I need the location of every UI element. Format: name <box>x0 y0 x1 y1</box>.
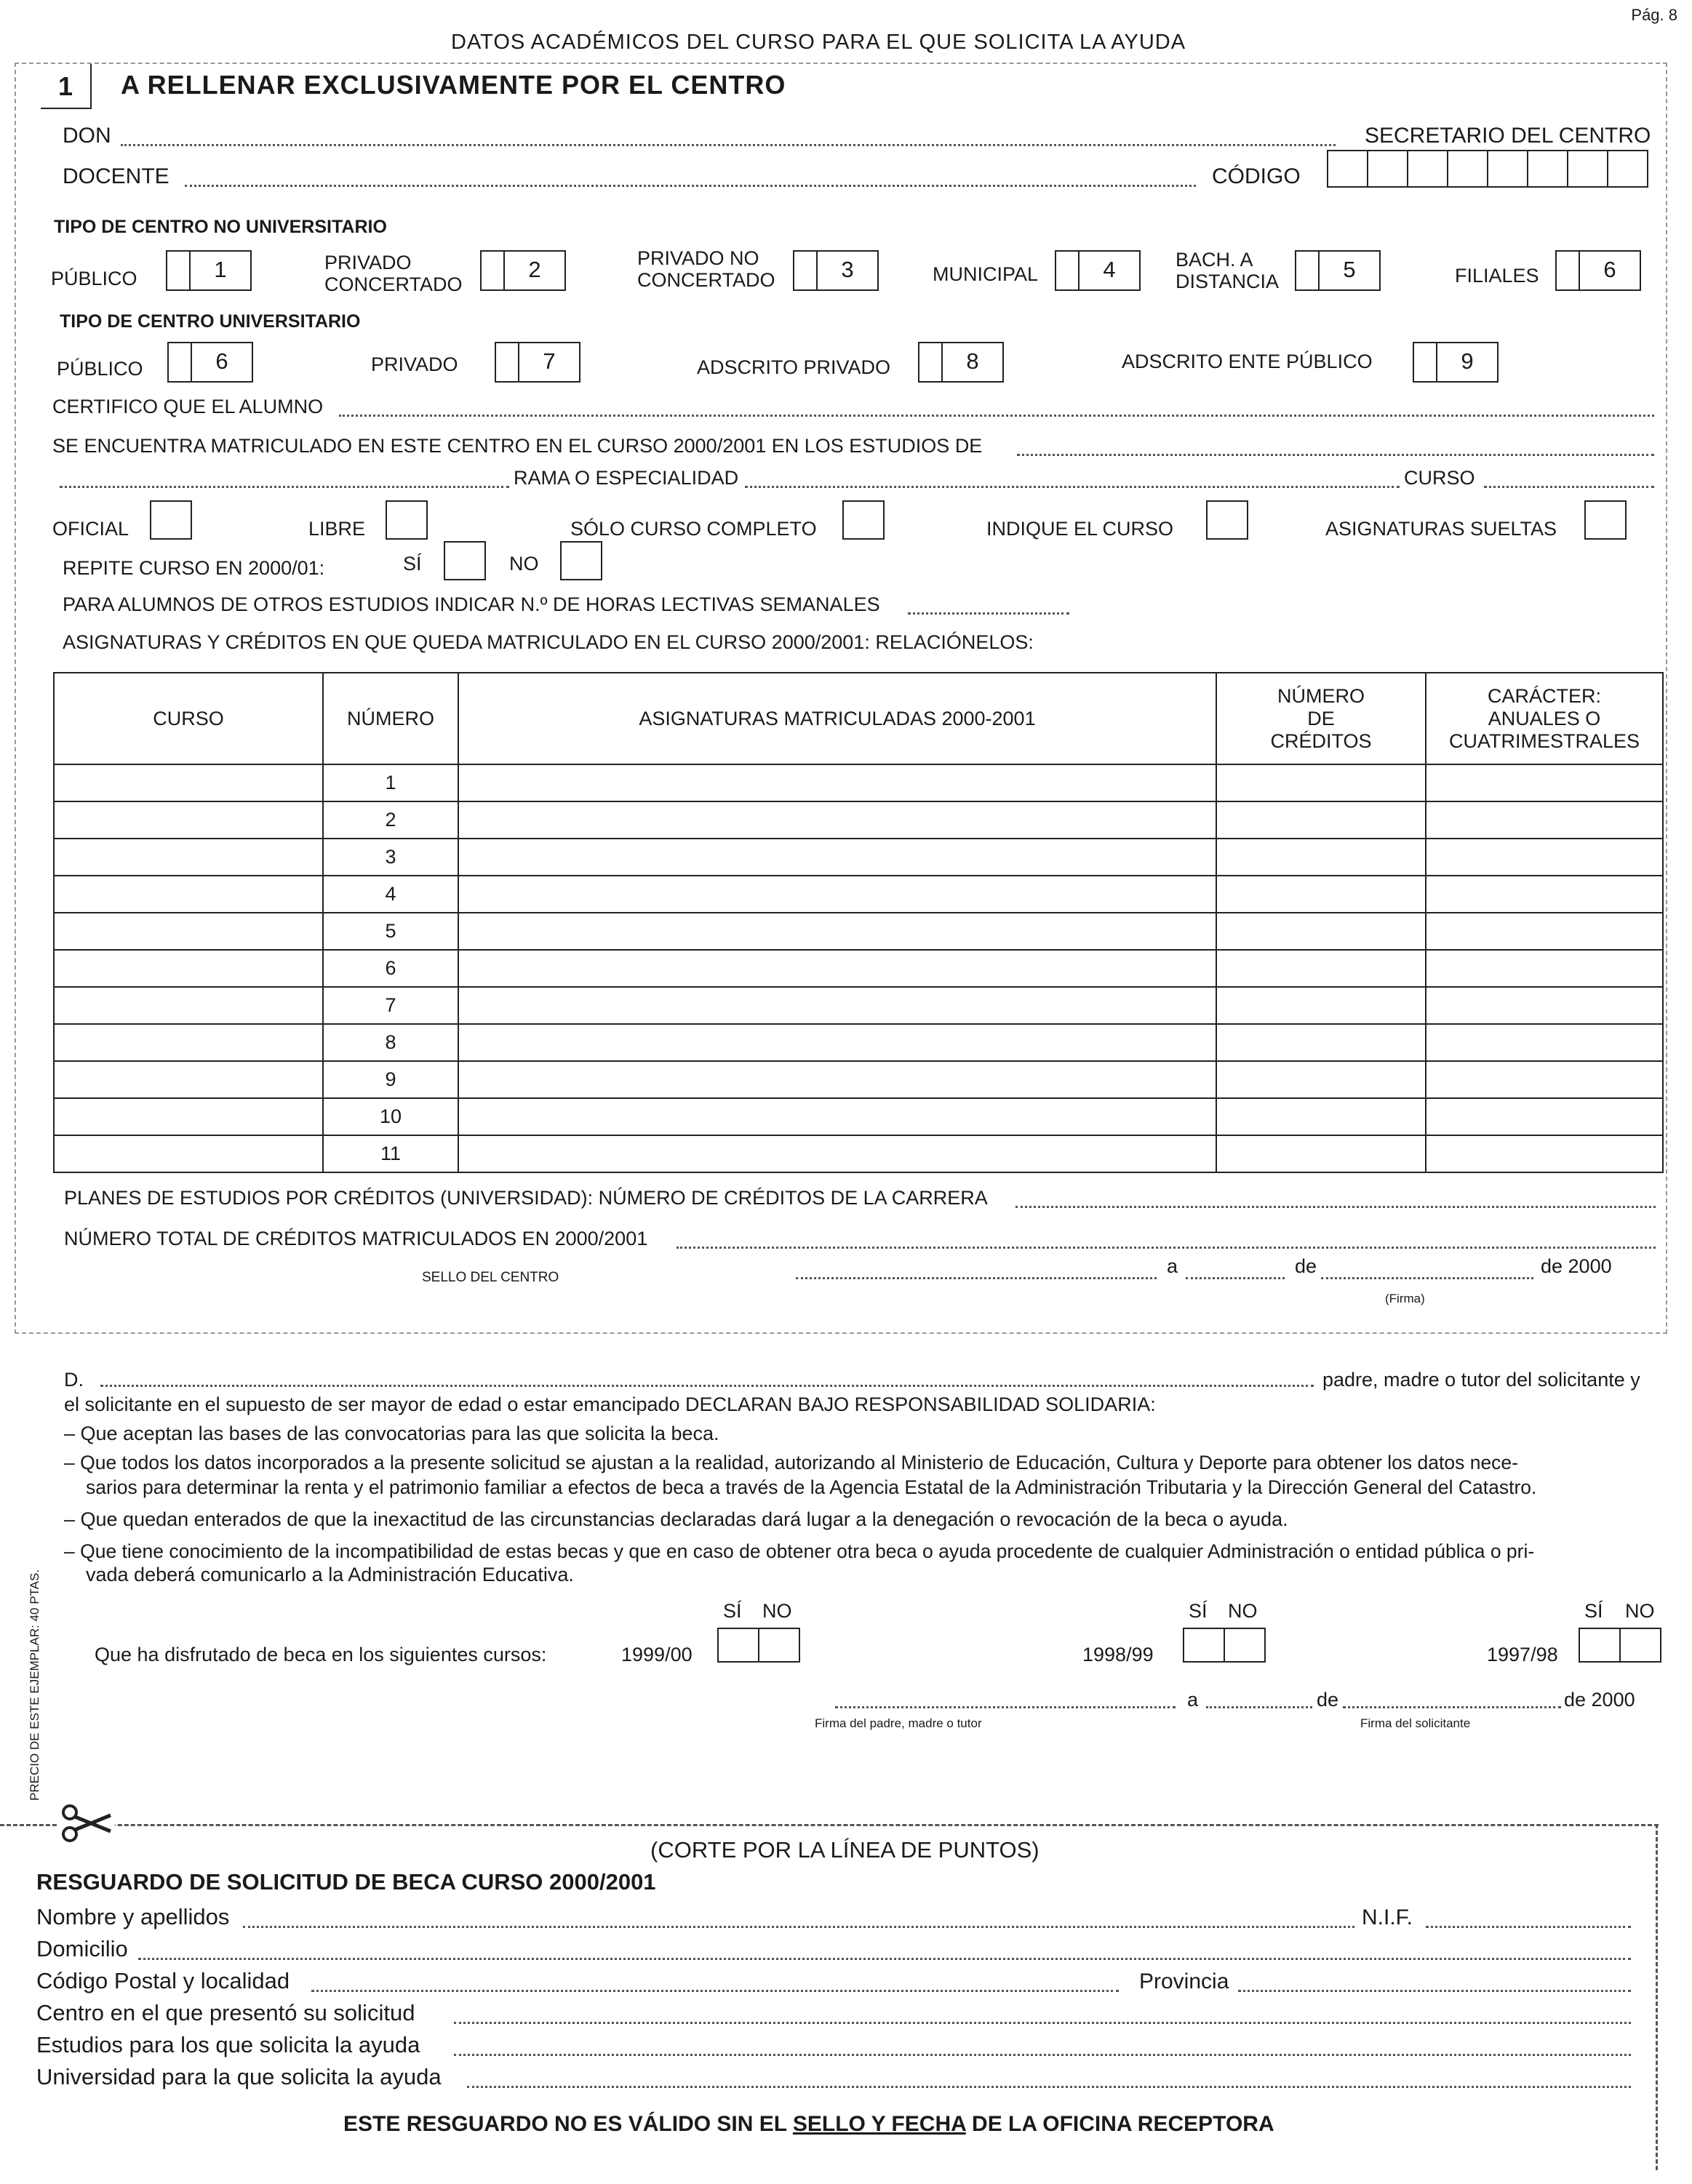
cell-numero: 8 <box>323 1024 458 1061</box>
curso-field[interactable] <box>1484 486 1654 488</box>
firma-dia-field[interactable] <box>1206 1706 1312 1708</box>
nombre-field[interactable] <box>243 1926 1354 1928</box>
asignaturas-sueltas-checkbox[interactable] <box>1584 500 1627 540</box>
repite-si-label: SÍ <box>403 553 422 575</box>
cell-curso[interactable] <box>54 950 323 987</box>
repite-no-checkbox[interactable] <box>560 541 602 580</box>
rama-field[interactable] <box>745 486 1400 488</box>
alumno-field[interactable] <box>339 415 1654 417</box>
col-asignaturas: ASIGNATURAS MATRICULADAS 2000-2001 <box>458 673 1216 764</box>
estudios-field[interactable] <box>1017 454 1654 456</box>
nif-label: N.I.F. <box>1362 1905 1413 1929</box>
no-univ-label-6: FILIALES <box>1455 265 1539 287</box>
repite-si-checkbox[interactable] <box>444 541 486 580</box>
asignaturas-sueltas-label: ASIGNATURAS SUELTAS <box>1325 518 1557 540</box>
scissors-icon <box>57 1802 115 1849</box>
firma-lugar-field[interactable] <box>835 1706 1176 1708</box>
no-univ-checkbox-5[interactable]: 5 <box>1295 250 1381 291</box>
cell-curso[interactable] <box>54 987 323 1024</box>
universidad-field[interactable] <box>467 2086 1631 2088</box>
docente-label: DOCENTE <box>63 164 169 188</box>
col-creditos: NÚMERO DE CRÉDITOS <box>1216 673 1426 764</box>
cell-asignatura[interactable] <box>458 1135 1216 1172</box>
tipo-no-univ-heading: TIPO DE CENTRO NO UNIVERSITARIO <box>54 217 387 237</box>
cell-curso[interactable] <box>54 1024 323 1061</box>
repite-label: REPITE CURSO EN 2000/01: <box>63 557 325 579</box>
cell-caracter[interactable] <box>1426 950 1663 987</box>
corte-label: (CORTE POR LA LÍNEA DE PUNTOS) <box>650 1837 1039 1863</box>
declaration-item-2: – Que todos los datos incorporados a la presente solicitud se ajustan a la realidad, autorizando al Ministerio de Educación, Cultura y Deporte para obtener los datos nece- <box>64 1452 1518 1473</box>
no-univ-label-4: MUNICIPAL <box>933 263 1039 285</box>
declaration-item-2b: sarios para determinar la renta y el patrimonio familiar a efectos de beca a través de la Agencia Estatal de la Administración Tributaria y la Dirección General del Catastro. <box>86 1476 1537 1498</box>
si-label-2: SÍ <box>1189 1600 1208 1622</box>
firma-label: (Firma) <box>1385 1292 1425 1305</box>
cell-asignatura[interactable] <box>458 987 1216 1024</box>
asignaturas-label: ASIGNATURAS Y CRÉDITOS EN QUE QUEDA MATRICULADO EN EL CURSO 2000/2001: RELACIÓNELOS: <box>63 631 1034 653</box>
solo-curso-checkbox[interactable] <box>842 500 885 540</box>
codigo-label: CÓDIGO <box>1212 164 1301 188</box>
col-numero: NÚMERO <box>323 673 458 764</box>
no-univ-label-1: PÚBLICO <box>51 268 137 289</box>
cell-numero: 3 <box>323 839 458 876</box>
firma-mes-field[interactable] <box>1343 1706 1561 1708</box>
cell-numero: 9 <box>323 1061 458 1098</box>
provincia-field[interactable] <box>1238 1990 1631 1992</box>
cell-curso[interactable] <box>54 839 323 876</box>
year-1997-label: 1997/98 <box>1487 1644 1558 1665</box>
indique-curso-checkbox[interactable] <box>1206 500 1248 540</box>
header-title: DATOS ACADÉMICOS DEL CURSO PARA EL QUE SOLICITA LA AYUDA <box>451 31 1186 54</box>
no-univ-label-2: PRIVADO CONCERTADO <box>324 252 463 295</box>
cell-creditos[interactable] <box>1216 1024 1426 1061</box>
nombre-label: Nombre y apellidos <box>36 1904 230 1929</box>
beca-1999-checkbox[interactable] <box>719 1628 800 1663</box>
resguardo-title: RESGUARDO DE SOLICITUD DE BECA CURSO 2000/2001 <box>36 1869 656 1895</box>
cell-creditos[interactable] <box>1216 764 1426 801</box>
firma-a-label: a <box>1187 1689 1199 1711</box>
declaration-item-4: – Que tiene conocimiento de la incompatibilidad de estas becas y que en caso de obtener otra beca o ayuda procedente de cualquier Administración o entidad pública o pri- <box>64 1540 1535 1562</box>
col-caracter: CARÁCTER: ANUALES O CUATRIMESTRALES <box>1426 673 1663 764</box>
section-title: A RELLENAR EXCLUSIVAMENTE POR EL CENTRO <box>121 70 786 100</box>
no-label-3: NO <box>1625 1600 1655 1622</box>
total-field[interactable] <box>677 1247 1656 1249</box>
cell-asignatura[interactable] <box>458 913 1216 950</box>
univ-checkbox-1[interactable]: 6 <box>167 342 253 383</box>
firma-solicitante-label: Firma del solicitante <box>1360 1716 1471 1730</box>
cell-asignatura[interactable] <box>458 801 1216 839</box>
nif-field[interactable] <box>1426 1926 1631 1928</box>
cut-line-right <box>1656 1824 1658 2170</box>
cell-numero: 10 <box>323 1098 458 1135</box>
cell-asignatura[interactable] <box>458 1098 1216 1135</box>
cell-asignatura[interactable] <box>458 1024 1216 1061</box>
sello-label: SELLO DEL CENTRO <box>422 1270 559 1285</box>
declaration-item-4b: vada deberá comunicarlo a la Administración Educativa. <box>86 1564 574 1585</box>
padre-label: padre, madre o tutor del solicitante y <box>1322 1369 1640 1391</box>
don-label: DON <box>63 124 111 148</box>
precio-text: PRECIO DE ESTE EJEMPLAR: 40 PTAS. <box>28 1569 41 1801</box>
rama-label: RAMA O ESPECIALIDAD <box>514 467 739 489</box>
oficial-label: OFICIAL <box>52 518 129 540</box>
cell-asignatura[interactable] <box>458 950 1216 987</box>
no-univ-checkbox-2[interactable]: 2 <box>480 250 566 291</box>
universidad-label: Universidad para la que solicita la ayuda <box>36 2064 442 2089</box>
table-row <box>54 1024 1663 1061</box>
univ-label-1: PÚBLICO <box>57 358 143 380</box>
si-label-3: SÍ <box>1584 1600 1603 1622</box>
mes-field[interactable] <box>1321 1277 1533 1279</box>
indique-curso-label: INDIQUE EL CURSO <box>986 518 1174 540</box>
estudios-resguardo-field[interactable] <box>454 2054 1631 2056</box>
year-1998-label: 1998/99 <box>1082 1644 1154 1665</box>
declaration-item-1: – Que aceptan las bases de las convocatorias para las que solicita la beca. <box>64 1423 719 1444</box>
table-row <box>54 876 1663 913</box>
provincia-label: Provincia <box>1139 1969 1229 1993</box>
centro-field[interactable] <box>454 2022 1631 2024</box>
cell-curso[interactable] <box>54 913 323 950</box>
horas-label: PARA ALUMNOS DE OTROS ESTUDIOS INDICAR N.º DE HORAS LECTIVAS SEMANALES <box>63 593 880 615</box>
oficial-checkbox[interactable] <box>150 500 192 540</box>
estudios-label: Estudios para los que solicita la ayuda <box>36 2032 420 2057</box>
cell-creditos[interactable] <box>1216 987 1426 1024</box>
docente-field[interactable] <box>185 185 1196 187</box>
table-row <box>54 839 1663 876</box>
table-row <box>54 1061 1663 1098</box>
libre-label: LIBRE <box>308 518 366 540</box>
cell-curso[interactable] <box>54 764 323 801</box>
univ-checkbox-4[interactable]: 9 <box>1413 342 1499 383</box>
curso-label: CURSO <box>1404 467 1475 489</box>
cell-caracter[interactable] <box>1426 1098 1663 1135</box>
lugar-field[interactable] <box>796 1277 1157 1279</box>
cell-caracter[interactable] <box>1426 913 1663 950</box>
no-univ-checkbox-1[interactable]: 1 <box>166 250 252 291</box>
cell-caracter[interactable] <box>1426 1135 1663 1172</box>
univ-label-4: ADSCRITO ENTE PÚBLICO <box>1122 351 1373 372</box>
cell-creditos[interactable] <box>1216 913 1426 950</box>
table-row <box>54 913 1663 950</box>
cell-curso[interactable] <box>54 876 323 913</box>
domicilio-field[interactable] <box>138 1958 1631 1960</box>
table-row <box>54 764 1663 801</box>
don-field[interactable] <box>121 144 1336 146</box>
cell-numero: 4 <box>323 876 458 913</box>
asignaturas-table <box>53 672 1664 1173</box>
firma-padre-label: Firma del padre, madre o tutor <box>815 1716 982 1730</box>
de-label: de <box>1295 1255 1317 1277</box>
cell-creditos[interactable] <box>1216 1098 1426 1135</box>
section-number: 1 <box>41 64 92 109</box>
cell-caracter[interactable] <box>1426 764 1663 801</box>
cell-creditos[interactable] <box>1216 1135 1426 1172</box>
dia-field[interactable] <box>1186 1277 1285 1279</box>
table-row <box>54 1135 1663 1172</box>
no-univ-label-5: BACH. A DISTANCIA <box>1176 249 1280 292</box>
cell-numero: 7 <box>323 987 458 1024</box>
cut-line <box>0 1824 1659 1826</box>
univ-label-2: PRIVADO <box>371 353 458 375</box>
secretario-label: SECRETARIO DEL CENTRO <box>1365 124 1651 148</box>
cell-caracter[interactable] <box>1426 1061 1663 1098</box>
firma-de-label: de <box>1317 1689 1339 1711</box>
no-univ-checkbox-6[interactable]: 6 <box>1555 250 1641 291</box>
firma-de2000-label: de 2000 <box>1564 1689 1635 1711</box>
repite-no-label: NO <box>509 553 539 575</box>
tipo-univ-heading: TIPO DE CENTRO UNIVERSITARIO <box>60 311 361 332</box>
centro-label: Centro en el que presentó su solicitud <box>36 2000 415 2025</box>
no-univ-checkbox-3[interactable]: 3 <box>793 250 879 291</box>
cell-creditos[interactable] <box>1216 801 1426 839</box>
univ-checkbox-3[interactable]: 8 <box>918 342 1004 383</box>
cell-asignatura[interactable] <box>458 839 1216 876</box>
no-label-2: NO <box>1228 1600 1258 1622</box>
univ-label-3: ADSCRITO PRIVADO <box>697 356 891 378</box>
cell-creditos[interactable] <box>1216 839 1426 876</box>
cell-asignatura[interactable] <box>458 764 1216 801</box>
cell-numero: 6 <box>323 950 458 987</box>
declaration-item-3: – Que quedan enterados de que la inexactitud de las circunstancias declaradas dará lugar a la denegación o revocación de la beca o ayuda. <box>64 1508 1288 1530</box>
cell-asignatura[interactable] <box>458 1061 1216 1098</box>
declaration-intro: el solicitante en el supuesto de ser mayor de edad o estar emancipado DECLARAN BAJO RESPONSABILIDAD SOLIDARIA: <box>64 1393 1156 1415</box>
cell-curso[interactable] <box>54 801 323 839</box>
col-curso: CURSO <box>54 673 323 764</box>
table-row <box>54 1098 1663 1135</box>
cell-caracter[interactable] <box>1426 1024 1663 1061</box>
cell-creditos[interactable] <box>1216 1061 1426 1098</box>
cell-numero: 11 <box>323 1135 458 1172</box>
no-univ-label-3: PRIVADO NO CONCERTADO <box>637 247 775 291</box>
domicilio-label: Domicilio <box>36 1936 128 1961</box>
cp-label: Código Postal y localidad <box>36 1968 290 1993</box>
total-label: NÚMERO TOTAL DE CRÉDITOS MATRICULADOS EN 2000/2001 <box>64 1228 648 1249</box>
cell-asignatura[interactable] <box>458 876 1216 913</box>
planes-field[interactable] <box>1015 1206 1656 1208</box>
cell-caracter[interactable] <box>1426 801 1663 839</box>
cell-numero: 5 <box>323 913 458 950</box>
beca-1998-checkbox[interactable] <box>1184 1628 1266 1663</box>
solo-curso-label: SÓLO CURSO COMPLETO <box>570 518 817 540</box>
table-row <box>54 950 1663 987</box>
cp-field[interactable] <box>311 1990 1119 1992</box>
cell-creditos[interactable] <box>1216 876 1426 913</box>
cell-caracter[interactable] <box>1426 876 1663 913</box>
cell-curso[interactable] <box>54 1098 323 1135</box>
a-label: a <box>1167 1255 1178 1277</box>
matriculado-label: SE ENCUENTRA MATRICULADO EN ESTE CENTRO EN EL CURSO 2000/2001 EN LOS ESTUDIOS DE <box>52 435 983 457</box>
no-label-1: NO <box>762 1600 792 1622</box>
codigo-input[interactable] <box>1328 150 1648 188</box>
cell-numero: 2 <box>323 801 458 839</box>
year-1999-label: 1999/00 <box>621 1644 693 1665</box>
no-univ-checkbox-4[interactable]: 4 <box>1055 250 1141 291</box>
beca-1997-checkbox[interactable] <box>1580 1628 1661 1663</box>
declarante-field[interactable] <box>100 1385 1314 1387</box>
disfrutado-label: Que ha disfrutado de beca en los siguientes cursos: <box>95 1644 547 1665</box>
cell-caracter[interactable] <box>1426 987 1663 1024</box>
estudios-field-2[interactable] <box>60 486 509 488</box>
si-label-1: SÍ <box>723 1600 742 1622</box>
certifico-label: CERTIFICO QUE EL ALUMNO <box>52 396 324 417</box>
cell-curso[interactable] <box>54 1135 323 1172</box>
horas-field[interactable] <box>908 612 1069 615</box>
univ-checkbox-2[interactable]: 7 <box>495 342 580 383</box>
resguardo-nota: ESTE RESGUARDO NO ES VÁLIDO SIN EL SELLO Y FECHA DE LA OFICINA RECEPTORA <box>343 2112 1274 2136</box>
de2000-label: de 2000 <box>1541 1255 1612 1277</box>
cell-caracter[interactable] <box>1426 839 1663 876</box>
planes-label: PLANES DE ESTUDIOS POR CRÉDITOS (UNIVERSIDAD): NÚMERO DE CRÉDITOS DE LA CARRERA <box>64 1187 988 1209</box>
page-number: Pág. 8 <box>1631 6 1677 24</box>
declaration-d-label: D. <box>64 1369 84 1391</box>
table-row <box>54 801 1663 839</box>
libre-checkbox[interactable] <box>386 500 428 540</box>
cell-numero: 1 <box>323 764 458 801</box>
table-row <box>54 987 1663 1024</box>
cell-curso[interactable] <box>54 1061 323 1098</box>
cell-creditos[interactable] <box>1216 950 1426 987</box>
